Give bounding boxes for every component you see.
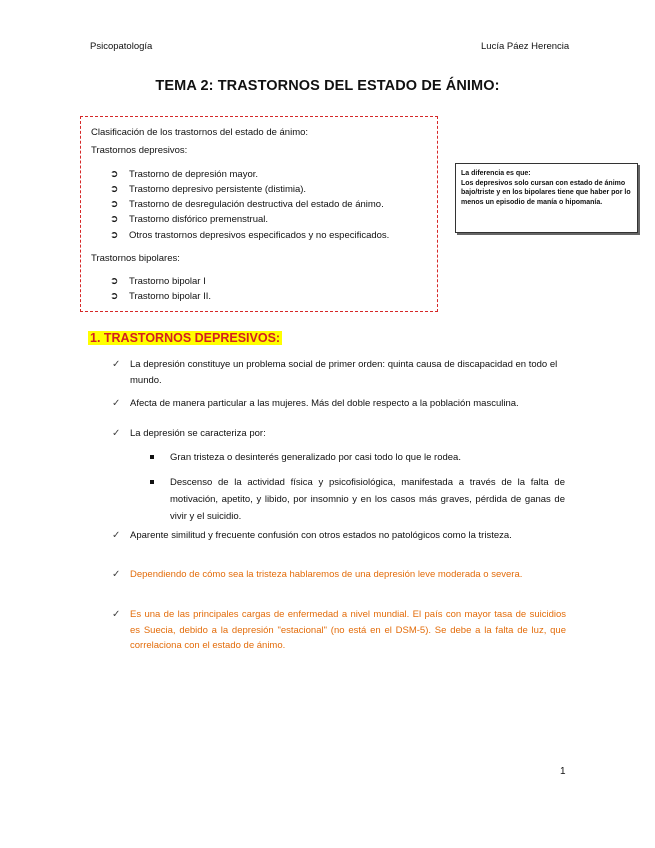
depressive-item-label: Otros trastornos depresivos especificados y no especificados. — [129, 230, 390, 241]
sub-bullet-text: Descenso de la actividad física y psicofisiológica, manifestada a través de la falta de motivación, apetito, y libido, por insomnio y en los casos más graves, pérdida de ganas de vivir y el suicidio. — [170, 477, 565, 522]
check-item-text: Es una de las principales cargas de enfermedad a nivel mundial. El país con mayor tasa de suicidios es Suecia, debido a la depresión "estacional" (no está en el DSM-5). Se debe a la falta de luz, que correlaciona con el estado de ánimo. — [130, 609, 566, 651]
bipolar-item-label: Trastorno bipolar I — [129, 276, 206, 287]
section-heading-label: 1. TRASTORNOS DEPRESIVOS: — [90, 331, 281, 345]
square-bullet-icon — [150, 480, 154, 484]
header-right: Lucía Páez Herencia — [481, 41, 570, 52]
depressive-item-label: Trastorno de depresión mayor. — [129, 169, 259, 180]
check-item — [112, 426, 568, 442]
arrow-icon: ➲ — [110, 199, 119, 210]
depressive-item — [110, 183, 430, 196]
depressive-item — [110, 168, 430, 181]
note-title: La diferencia es que: — [461, 170, 531, 177]
arrow-icon: ➲ — [110, 184, 119, 195]
check-item-text: La depresión se caracteriza por: — [130, 428, 266, 439]
check-item — [112, 357, 568, 389]
sub-bullet-text: Gran tristeza o desinterés generalizado por casi todo lo que le rodea. — [170, 452, 461, 463]
arrow-icon: ➲ — [110, 230, 119, 241]
check-icon: ✓ — [112, 398, 121, 409]
sub-bullet-item — [150, 449, 570, 466]
check-item-text: Afecta de manera particular a las mujeres. Más del doble respecto a la población masculina. — [130, 398, 519, 409]
classification-heading: Clasificación de los trastornos del estado de ánimo: — [91, 127, 309, 138]
depressive-item — [110, 213, 430, 226]
depressive-item-label: Trastorno depresivo persistente (distimia). — [129, 184, 307, 195]
section-heading — [88, 331, 282, 345]
arrow-icon: ➲ — [110, 214, 119, 225]
check-item — [112, 396, 568, 428]
bipolar-item — [110, 275, 430, 288]
check-item — [112, 567, 568, 599]
arrow-icon: ➲ — [110, 276, 119, 287]
sub-bullet-item — [150, 474, 570, 526]
depressive-heading: Trastornos depresivos: — [91, 145, 188, 156]
square-bullet-icon — [150, 455, 154, 459]
depressive-item-label: Trastorno disfórico premenstrual. — [129, 214, 269, 225]
depressive-item-label: Trastorno de desregulación destructiva del estado de ánimo. — [129, 199, 384, 210]
check-item — [112, 607, 568, 655]
depressive-item — [110, 229, 430, 242]
check-icon: ✓ — [112, 428, 121, 439]
note-body: Los depresivos solo cursan con estado de ánimo bajo/triste y en los bipolares tiene que haber por lo menos un episodio de manía o hipomanía. — [461, 179, 631, 206]
check-item-text: Dependiendo de cómo sea la tristeza hablaremos de una depresión leve moderada o severa. — [130, 569, 523, 580]
check-icon: ✓ — [112, 530, 121, 541]
arrow-icon: ➲ — [110, 169, 119, 180]
arrow-icon: ➲ — [110, 291, 119, 302]
page-title: TEMA 2: TRASTORNOS DEL ESTADO DE ÁNIMO: — [155, 78, 500, 94]
difference-note-box — [455, 163, 638, 233]
bipolar-item-label: Trastorno bipolar II. — [129, 291, 212, 302]
depressive-item — [110, 198, 430, 211]
check-icon: ✓ — [112, 609, 121, 620]
header-left: Psicopatología — [90, 41, 153, 52]
check-item-text: La depresión constituye un problema social de primer orden: quinta causa de discapacidad en todo el mundo. — [130, 359, 558, 386]
check-item-text: Aparente similitud y frecuente confusión con otros estados no patológicos como la tristeza. — [130, 530, 512, 541]
page-number: 1 — [560, 766, 566, 777]
check-icon: ✓ — [112, 569, 121, 580]
check-icon: ✓ — [112, 359, 121, 370]
bipolar-heading: Trastornos bipolares: — [91, 253, 180, 264]
check-item — [112, 528, 568, 560]
bipolar-item — [110, 290, 430, 303]
